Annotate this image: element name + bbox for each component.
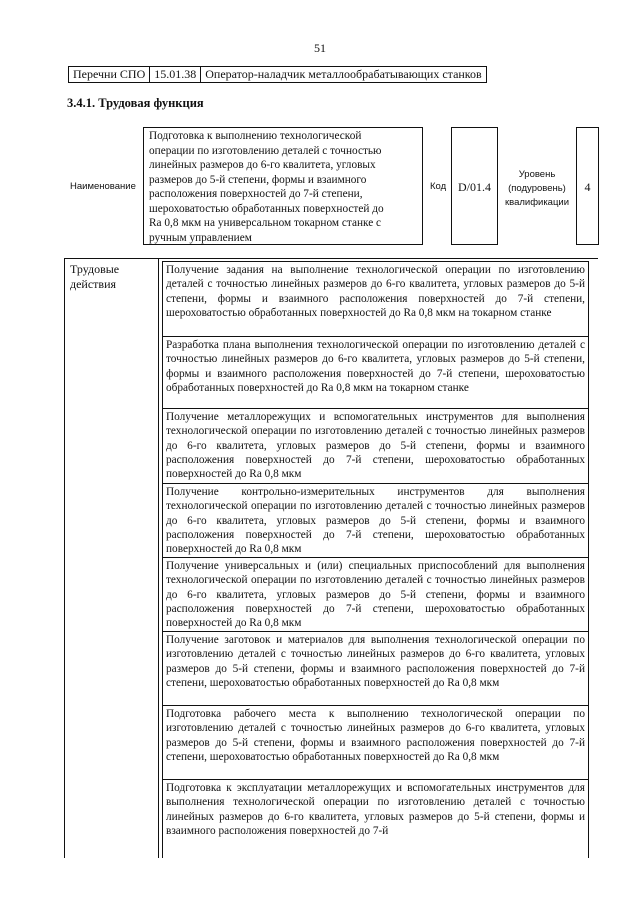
function-name-line: размеров до 5-й степени, формы и взаимного [149,173,367,186]
spo-header-table [68,66,487,83]
spo-list-cell: Перечни СПО [69,67,150,82]
name-label: Наименование [70,181,136,192]
labor-action-item: Подготовка рабочего места к выполнению технологической операции по изготовлению деталей с точностью линейных размеров до 6-го квалитета, угловых размеров до 5-й степени, формы и взаимного расположения поверхностей до 7-й степени, шероховатостью обработанных поверхностей до Ra 0,8 мкм [162,705,589,780]
level-label-line: (подуровень) [508,183,566,194]
function-name-line: Ra 0,8 мкм на универсальном токарном станке с [149,217,382,229]
function-name-line: операции по изготовлению деталей с точностью [149,144,382,157]
function-name-line: линейных размеров до 6-го квалитета, угловых [149,159,376,171]
spo-profession-cell: Оператор-наладчик металлообрабатывающих станков [205,67,482,81]
labor-actions-label-line: действия [70,276,117,291]
page-number: 51 [314,41,326,55]
labor-action-item: Разработка плана выполнения технологической операции по изготовлению деталей с точностью линейных размеров до 6-го квалитета, угловых размеров до 5-й степени, формы и взаимного расположения поверхностей до 7-й степени, шероховатостью обработанных поверхностей до Ra 0,8 мкм на токарном станке [162,336,589,409]
function-name-line: ручным управлением [149,231,252,244]
code-label: Код [430,181,447,192]
labor-action-item: Получение металлорежущих и вспомогательных инструментов для выполнения технологической операции по изготовлению деталей с точностью линейных размеров до 6-го квалитета, угловых размеров до 5-й степени, формы и взаимного расположения поверхностей до 7-й степени, шероховатостью обработанных поверхностей до Ra 0,8 мкм [162,408,589,484]
table-column-divider [158,258,159,858]
function-name-line: расположения поверхностей до 7-й степени, [149,188,363,200]
labor-action-item: Подготовка к эксплуатации металлорежущих и вспомогательных инструментов для выполнения технологической операции по изготовлению деталей с точностью линейных размеров до 6-го квалитета, угловых размеров до 5-й степени, формы и взаимного расположения поверхностей до 7-й [162,779,589,858]
level-label-line: квалификации [504,197,570,208]
level-label-line: Уровень [518,169,556,180]
labor-action-item: Получение заготовок и материалов для выполнения технологической операции по изготовлению деталей с точностью линейных размеров до 6-го квалитета, угловых размеров до 5-й степени, формы и взаимного расположения поверхностей до 7-й степени, шероховатостью обработанных поверхностей до Ra 0,8 мкм [162,631,589,706]
function-name-line: шероховатостью обработанных поверхностей до [149,202,384,215]
labor-action-item: Получение универсальных и (или) специальных приспособлений для выполнения технологической операции по изготовлению деталей с точностью линейных размеров до 6-го квалитета, угловых размеров до 5-й степени, формы и взаимного расположения поверхностей до 7-й степени, шероховатостью обработанных поверхностей до Ra 0,8 мкм [162,557,589,632]
spo-code-cell: 15.01.38 [150,67,201,82]
labor-action-item: Получение задания на выполнение технологической операции по изготовлению деталей с точностью линейных размеров до 6-го квалитета, угловых размеров до 5-й степени, формы и взаимного расположения поверхностей до 7-й степени, шероховатостью обработанных поверхностей до Ra 0,8 мкм на токарном станке [162,261,589,337]
labor-action-item: Получение контрольно-измерительных инструментов для выполнения технологической операции по изготовлению деталей с точностью линейных размеров до 6-го квалитета, угловых размеров до 5-й степени, формы и взаимного расположения поверхностей до 7-й степени, шероховатостью обработанных поверхностей до Ra 0,8 мкм [162,483,589,558]
section-heading: 3.4.1. Трудовая функция [67,96,204,110]
labor-actions-label-line: Трудовые [70,262,120,276]
labor-actions-label [70,262,119,291]
qualification-level: 4 [576,127,599,245]
qualification-level-label [500,168,574,210]
function-name-line: Подготовка к выполнению технологической [149,130,362,142]
function-code: D/01.4 [451,127,498,245]
function-name-box [143,127,423,245]
